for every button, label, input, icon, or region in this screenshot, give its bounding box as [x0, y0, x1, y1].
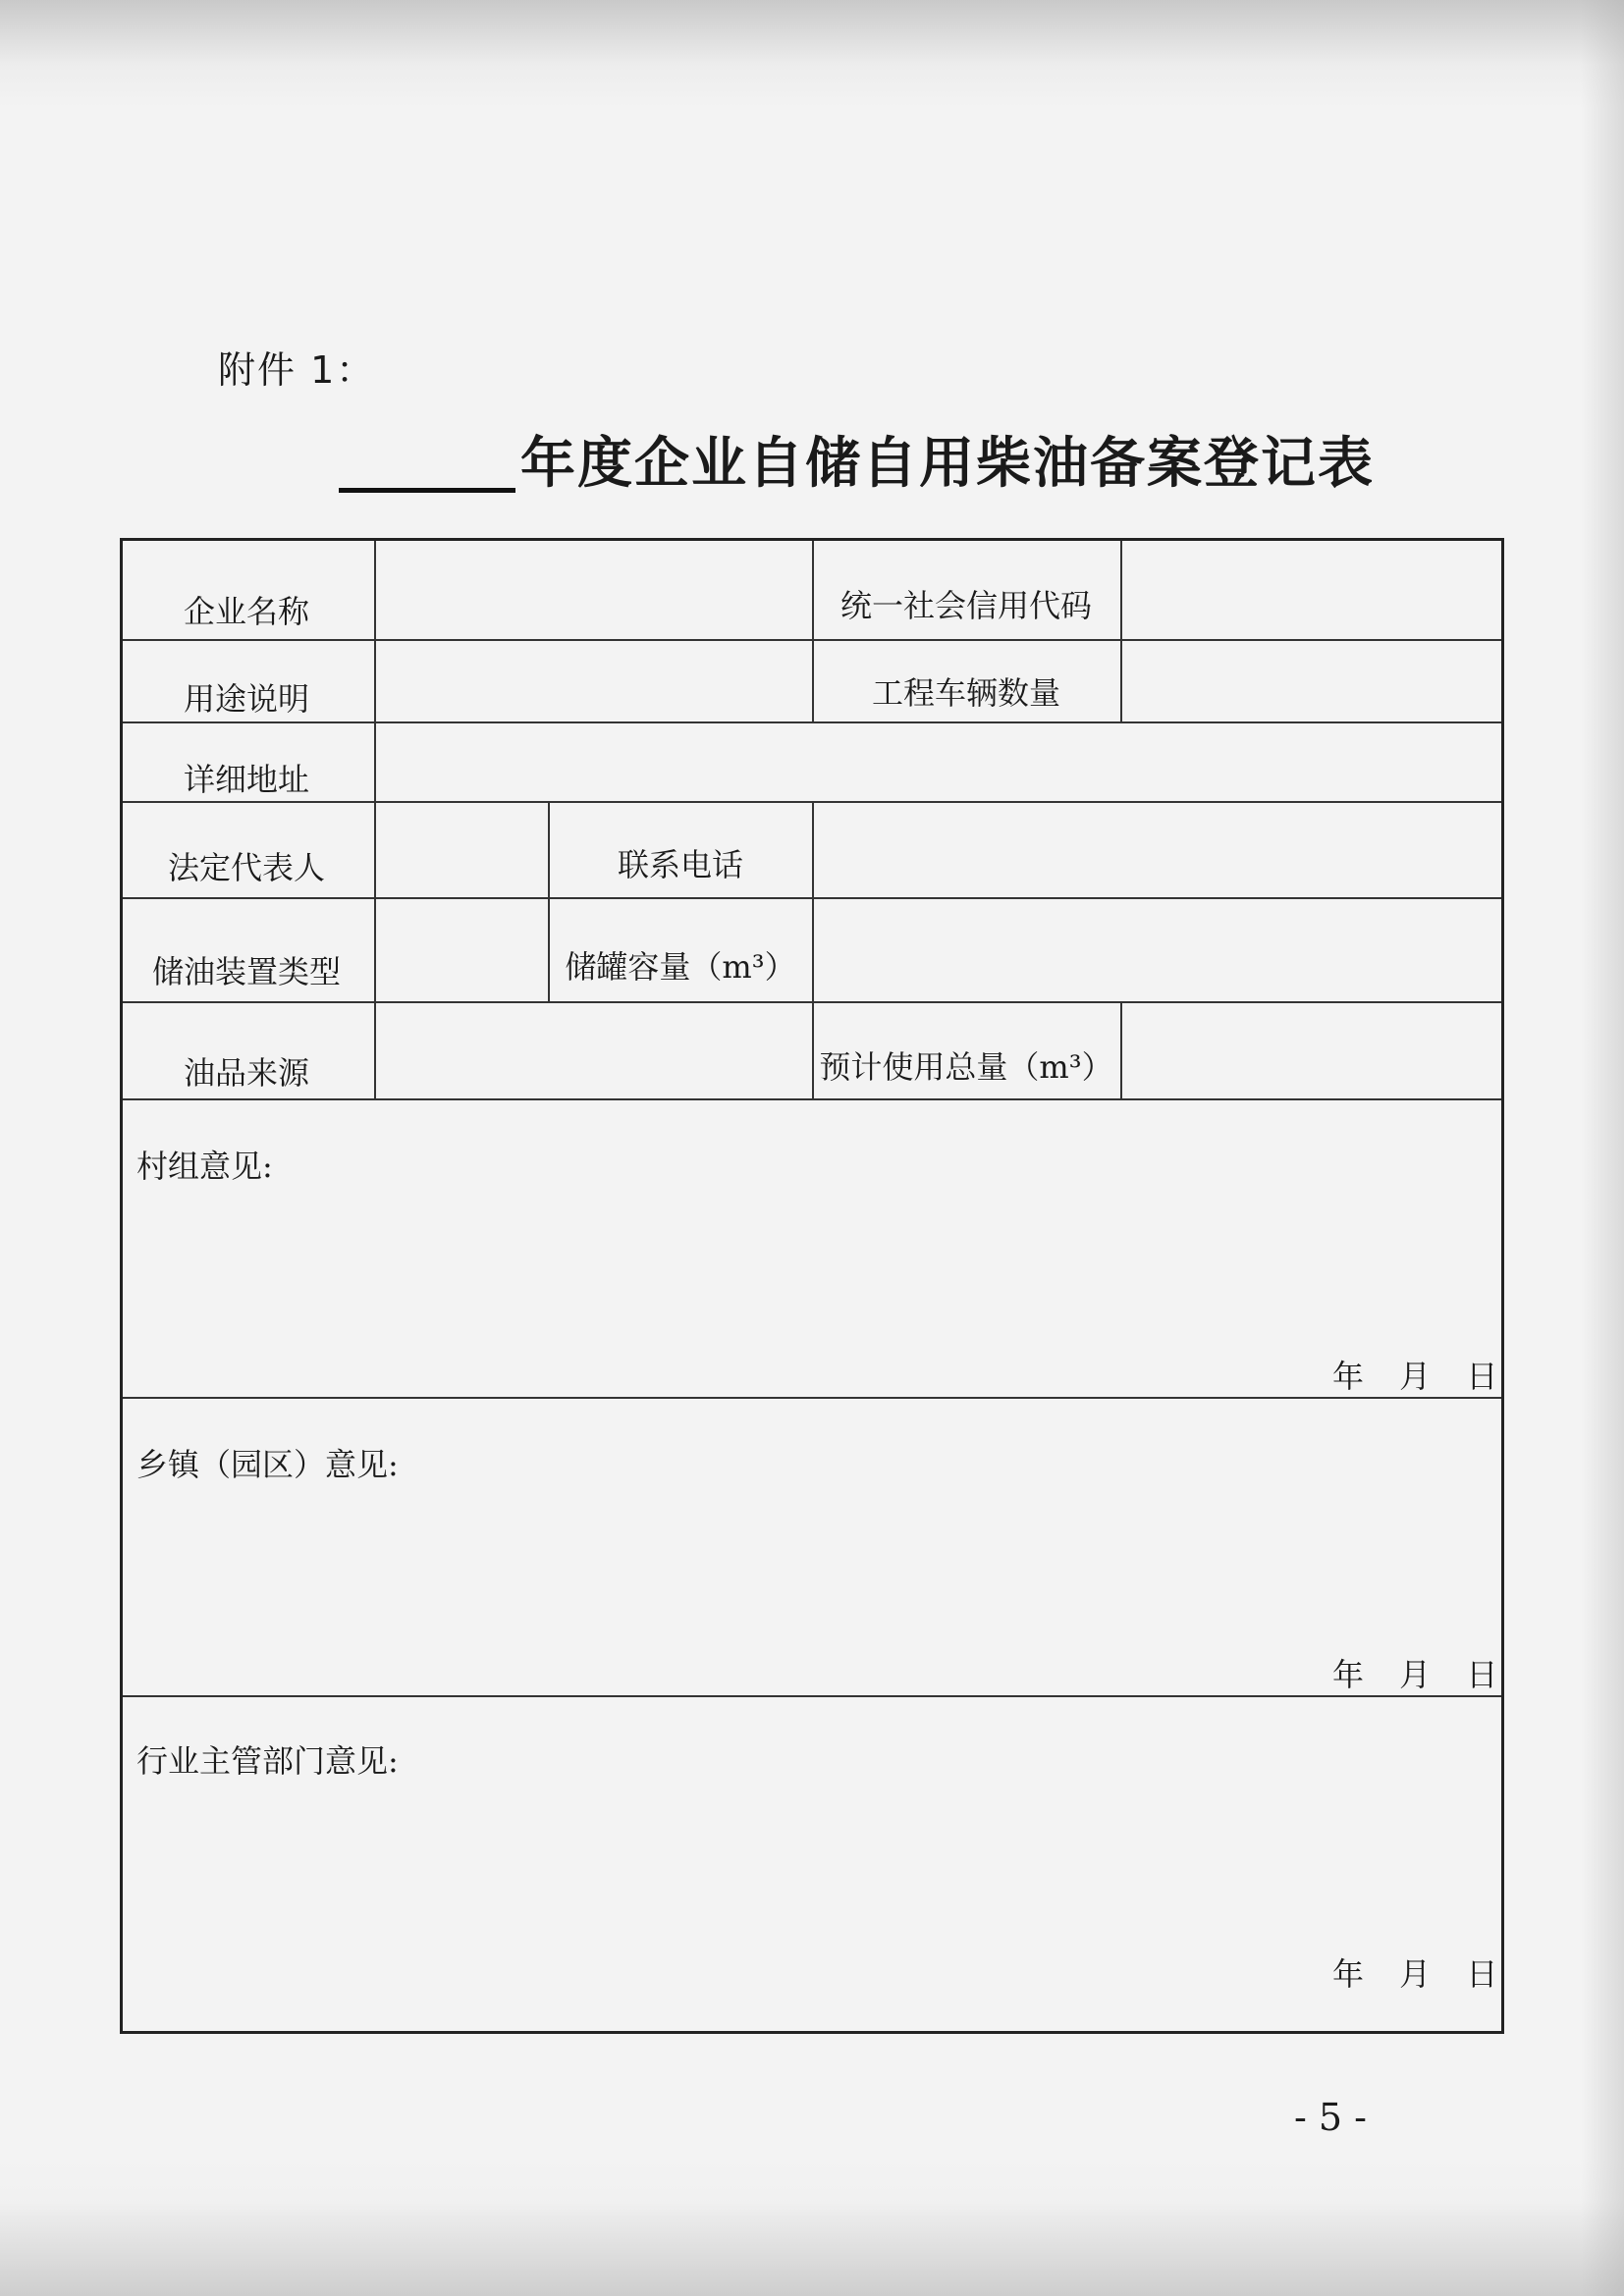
- village-opinion-date: 年 月 日: [1332, 1358, 1498, 1395]
- page-number: - 5 -: [1293, 2096, 1368, 2139]
- township-opinion-label: 乡镇（园区）意见:: [136, 1446, 399, 1483]
- column-divider: [812, 541, 814, 721]
- address-label: 详细地址: [183, 761, 310, 798]
- section-divider: [123, 1695, 1501, 1697]
- department-opinion-date: 年 月 日: [1332, 1955, 1498, 1993]
- scan-shadow-top: [0, 0, 1624, 108]
- column-divider: [812, 801, 814, 1001]
- department-opinion-label: 行业主管部门意见:: [136, 1742, 399, 1780]
- village-opinion-label: 村组意见:: [136, 1148, 273, 1185]
- township-opinion-date: 年 月 日: [1332, 1656, 1498, 1693]
- registration-form: [120, 538, 1504, 2034]
- column-divider: [812, 1001, 814, 1098]
- company-name-label: 企业名称: [183, 593, 310, 630]
- column-divider: [548, 801, 550, 1001]
- column-divider: [1120, 1001, 1122, 1098]
- storage-device-type-label: 储油装置类型: [151, 953, 342, 990]
- attachment-label: 附件 1：: [218, 348, 376, 392]
- section-divider: [123, 1397, 1501, 1399]
- scan-shadow-right: [1581, 0, 1624, 2296]
- year-blank-line: [339, 488, 515, 493]
- credit-code-label: 统一社会信用代码: [839, 587, 1093, 624]
- column-divider: [374, 541, 376, 1098]
- oil-source-label: 油品来源: [183, 1054, 310, 1092]
- row-divider: [123, 721, 1501, 723]
- document-title: 年度企业自储自用柴油备案登记表: [520, 431, 1375, 496]
- tank-capacity-label: 储罐容量（m³）: [565, 948, 796, 986]
- estimated-usage-label: 预计使用总量（m³）: [819, 1048, 1113, 1086]
- legal-representative-label: 法定代表人: [167, 849, 326, 886]
- scan-shadow-bottom: [0, 2160, 1624, 2296]
- row-divider: [123, 1098, 1501, 1100]
- vehicle-count-label: 工程车辆数量: [871, 674, 1061, 712]
- phone-label: 联系电话: [617, 846, 744, 883]
- purpose-label: 用途说明: [183, 680, 310, 718]
- column-divider: [1120, 541, 1122, 721]
